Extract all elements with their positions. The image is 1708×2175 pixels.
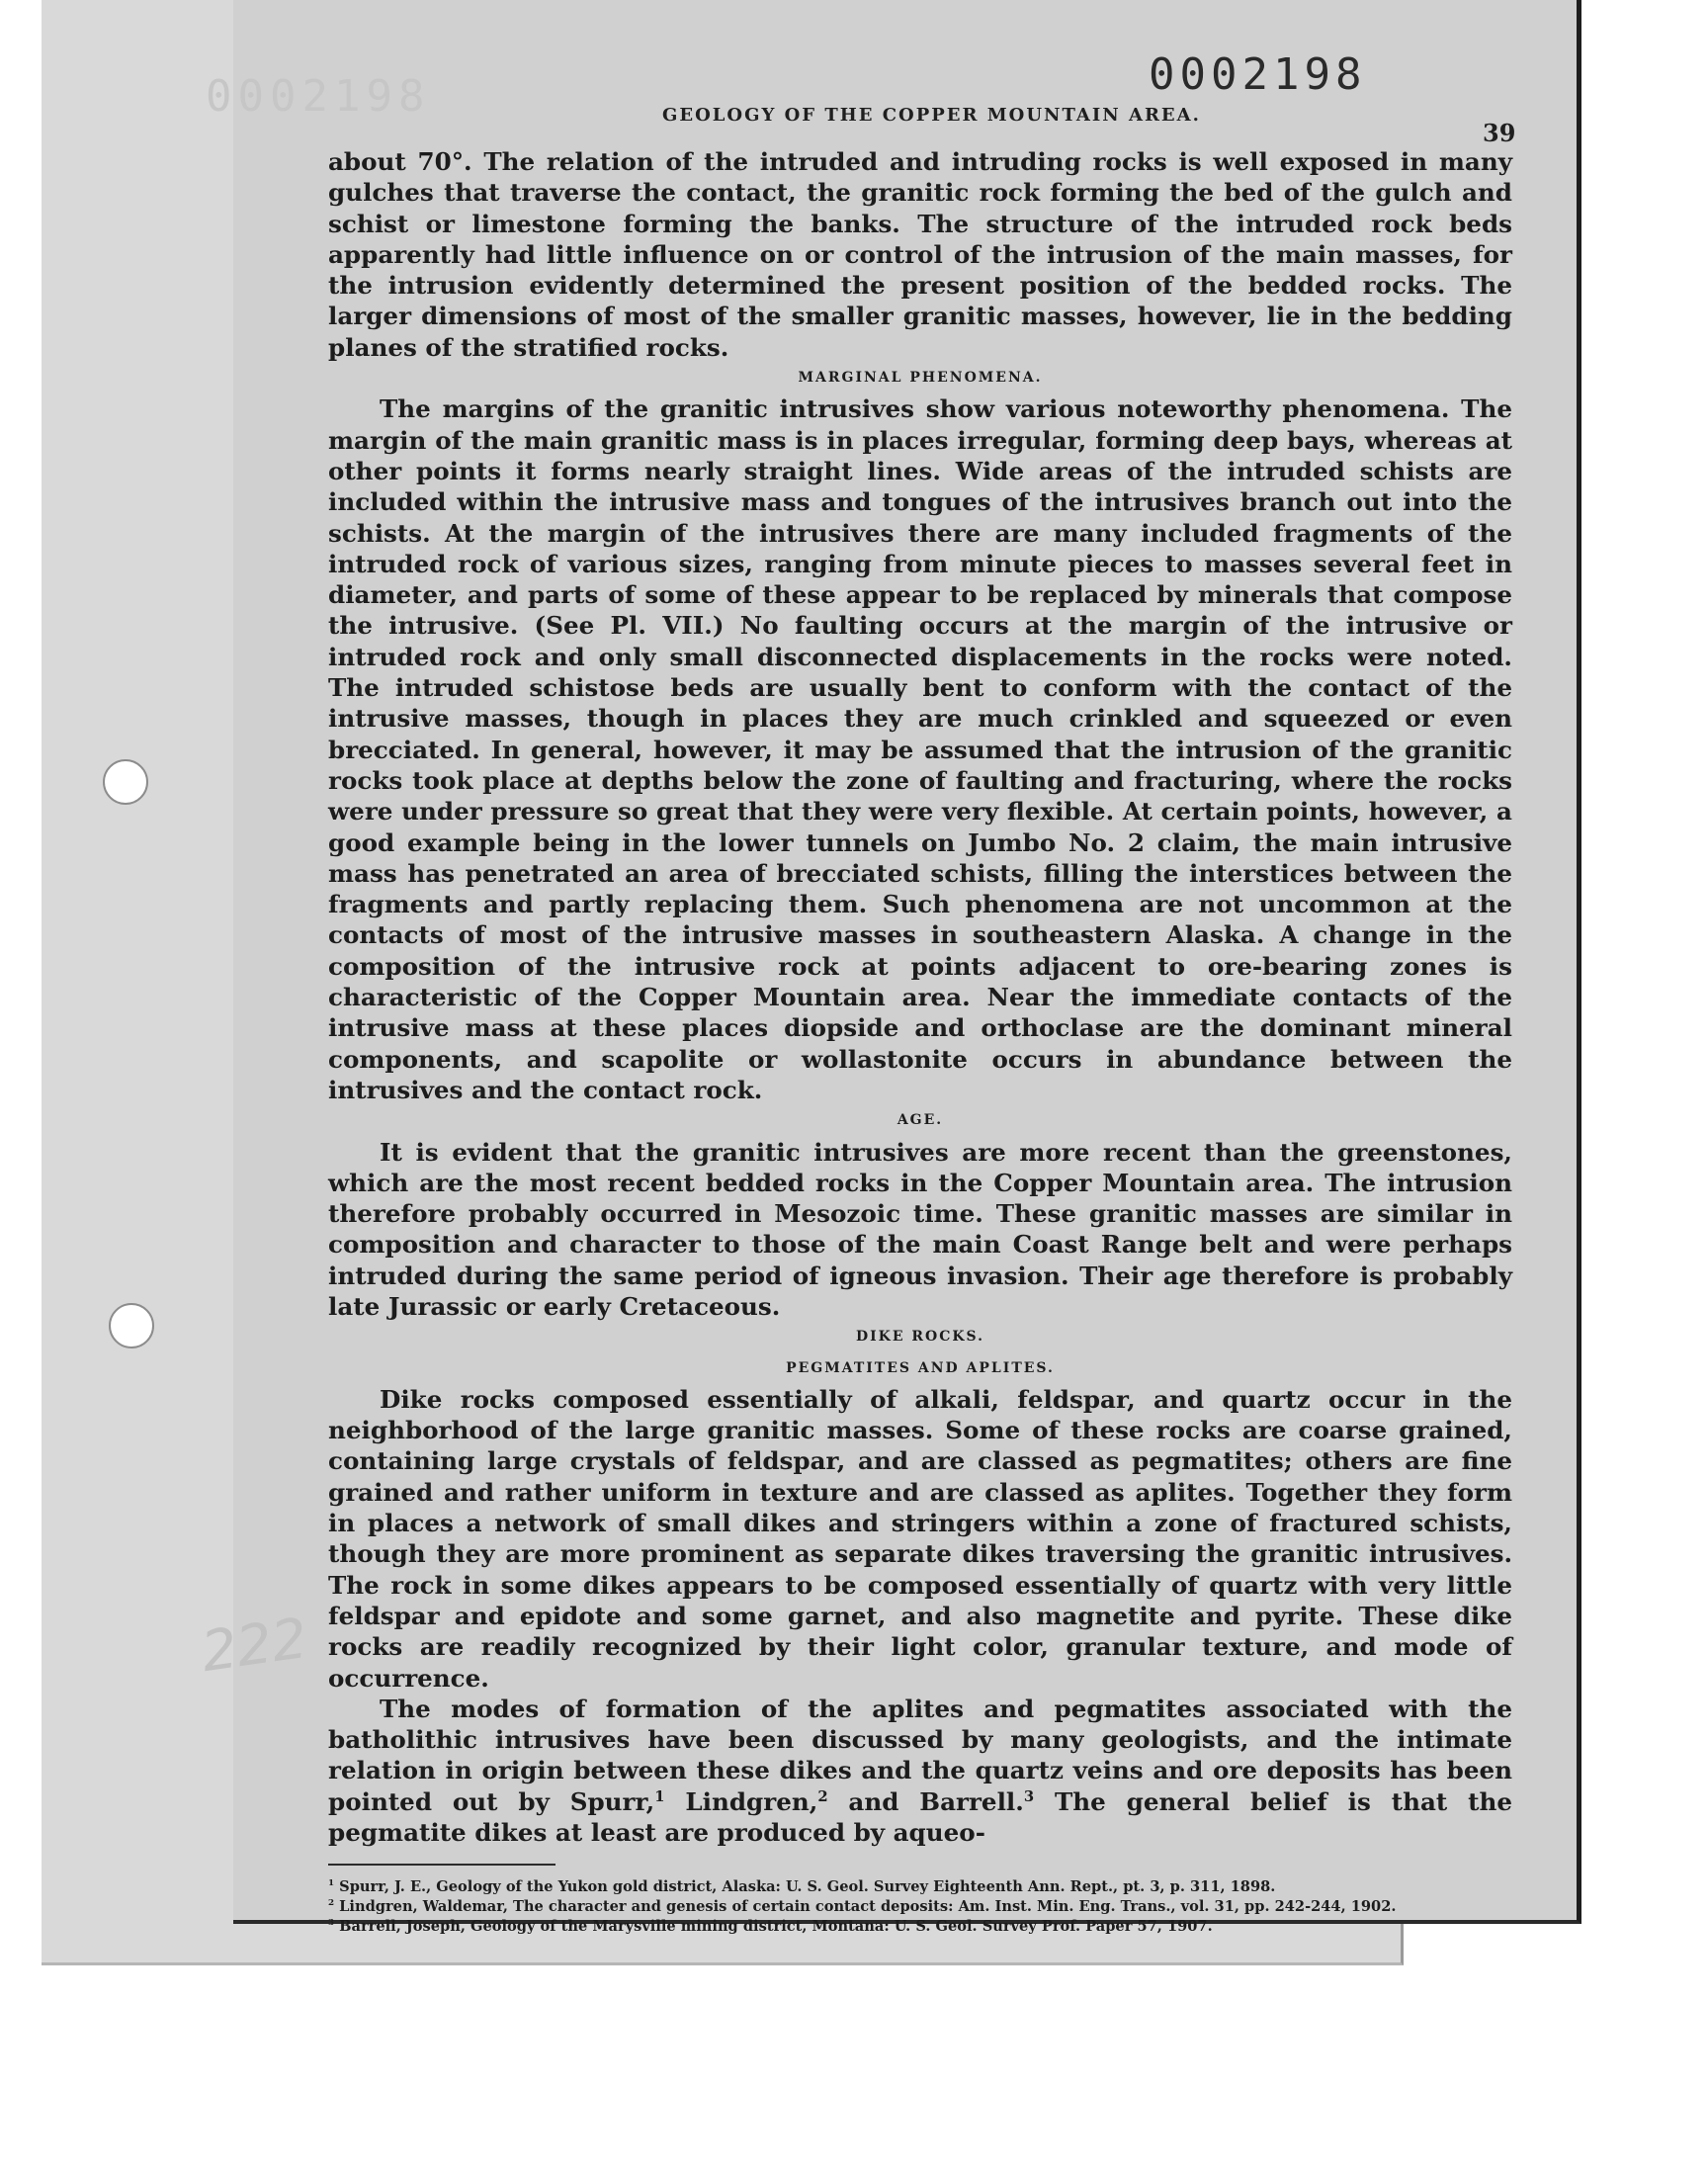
footnote-text: Barrell, Joseph, Geology of the Marysville mining district, Montana: U. S. Geol. Survey Prof. Paper 57, 1907. — [334, 1918, 1213, 1936]
footnote-ref-1: 1 — [654, 1787, 665, 1805]
dike-paragraph: Dike rocks composed essentially of alkali, feldspar, and quartz occur in the neighborhood of the large granitic masses. Some of these rocks are coarse grained, containing large crystals of feldspar, and are classed as pegmatites; others are fine grained and rather uniform in texture and are classed as aplites. Together they form in places a network of small dikes and stringers within a zone of fractured schists, though they are more prominent as separate dikes traversing the granitic intrusives. The rock in some dikes appears to be composed essentially of quartz with very little feldspar and epidote and some garnet, and also magnetite and pyrite. These dike rocks are readily recognized by their light color, granular texture, and mode of occurrence. — [328, 1384, 1512, 1693]
footnote-ref-2: 2 — [817, 1787, 828, 1805]
footnote-ref-3: 3 — [1023, 1787, 1035, 1805]
modes-text-mid1: Lindgren, — [664, 1786, 818, 1816]
footnote-rule — [328, 1864, 555, 1866]
modes-text-mid2: and Barrell. — [827, 1786, 1024, 1816]
age-paragraph: It is evident that the granitic intrusives are more recent than the greenstones, which are the most recent bedded rocks in the Copper Mountain area. The intrusion therefore probably occurred in Mesozoic time. These granitic masses are similar in composition and character to those of the main Coast Range belt and were perhaps intruded during the same period of igneous invasion. Their age therefore is probably late Jurassic or early Cretaceous. — [328, 1137, 1512, 1321]
page-body — [328, 146, 1512, 1937]
modes-text-end: The general belief is that the pegmatite dikes at least are produced by aqueo- — [328, 1786, 1512, 1848]
footnote-mark: 2 — [328, 1898, 335, 1909]
footnotes — [328, 1877, 1512, 1937]
page-number: 39 — [1483, 119, 1516, 147]
modes-text-start: The modes of formation of the aplites and pegmatites associated with the batholithic intrusives have been discussed by many geologists, and the intimate relation in origin between these dikes and the quartz veins and ore deposits has been pointed out by Spurr, — [328, 1694, 1512, 1816]
footnote — [328, 1897, 1512, 1917]
footnote-text: Lindgren, Waldemar, The character and genesis of certain contact deposits: Am. Inst. Min. Eng. Trans., vol. 31, pp. 242-244, 1902. — [334, 1898, 1397, 1916]
footnote-mark: 3 — [328, 1918, 335, 1929]
section-heading-age: AGE. — [897, 1112, 944, 1129]
footnote — [328, 1877, 1512, 1897]
ghost-stamp: 0002198 — [206, 71, 431, 122]
punch-hole-top — [103, 759, 148, 805]
running-head: GEOLOGY OF THE COPPER MOUNTAIN AREA. — [662, 105, 1201, 126]
footnote-text: Spurr, J. E., Geology of the Yukon gold district, Alaska: U. S. Geol. Survey Eighteenth Ann. Rept., pt. 3, p. 311, 1898. — [334, 1878, 1276, 1896]
modes-paragraph — [328, 1694, 1512, 1848]
side-mark: 222 — [197, 1606, 311, 1686]
marginal-paragraph: The margins of the granitic intrusives show various noteworthy phenomena. The margin of the main granitic mass is in places irregular, forming deep bays, whereas at other points it forms nearly straight lines. Wide areas of the intruded schists are included within the intrusive mass and tongues of the intrusives branch out into the schists. At the margin of the intrusives there are many included fragments of the intruded rock of various sizes, ranging from minute pieces to masses several feet in diameter, and parts of some of these appear to be replaced by minerals that compose the intrusive. (See Pl. VII.) No faulting occurs at the margin of the intrusive or intruded rock and only small disconnected displacements in the rocks were noted. The intruded schistose beds are usually bent to conform with the contact of the intrusive masses, though in places they are much crinkled and squeezed or even brecciated. In general, however, it may be assumed that the intrusion of the granitic rocks took place at depths below the zone of faulting and fracturing, where the rocks were under pressure so great that they were very flexible. At certain points, however, a good example being in the lower tunnels on Jumbo No. 2 claim, the main intrusive mass has penetrated an area of brecciated schists, filling the interstices between the fragments and partly replacing them. Such phenomena are not uncommon at the contacts of most of the intrusive masses in southeastern Alaska. A change in the composition of the intrusive rock at points adjacent to ore-bearing zones is characteristic of the Copper Mountain area. Near the immediate contacts of the intrusive mass at these places diopside and orthoclase are the dominant mineral components, and scapolite or wollastonite occurs in abundance between the intrusives and the contact rock. — [328, 394, 1512, 1104]
intro-paragraph: about 70°. The relation of the intruded and intruding rocks is well exposed in many gulches that traverse the contact, the granitic rock forming the bed of the gulch and schist or limestone forming the banks. The structure of the intruded rock beds apparently had little influence on or control of the intrusion of the main masses, for the intrusion evidently determined the present position of the bedded rocks. The larger dimensions of most of the smaller granitic masses, however, lie in the bedding planes of the stratified rocks. — [328, 147, 1512, 362]
footnote-mark: 1 — [328, 1878, 335, 1889]
subsection-heading-pegmatites: PEGMATITES AND APLITES. — [786, 1359, 1055, 1376]
section-heading-marginal: MARGINAL PHENOMENA. — [798, 370, 1043, 387]
document-number-stamp: 0002198 — [1149, 49, 1367, 100]
punch-hole-bottom — [109, 1303, 154, 1348]
section-heading-dike-rocks: DIKE ROCKS. — [855, 1329, 985, 1346]
footnote — [328, 1917, 1512, 1937]
